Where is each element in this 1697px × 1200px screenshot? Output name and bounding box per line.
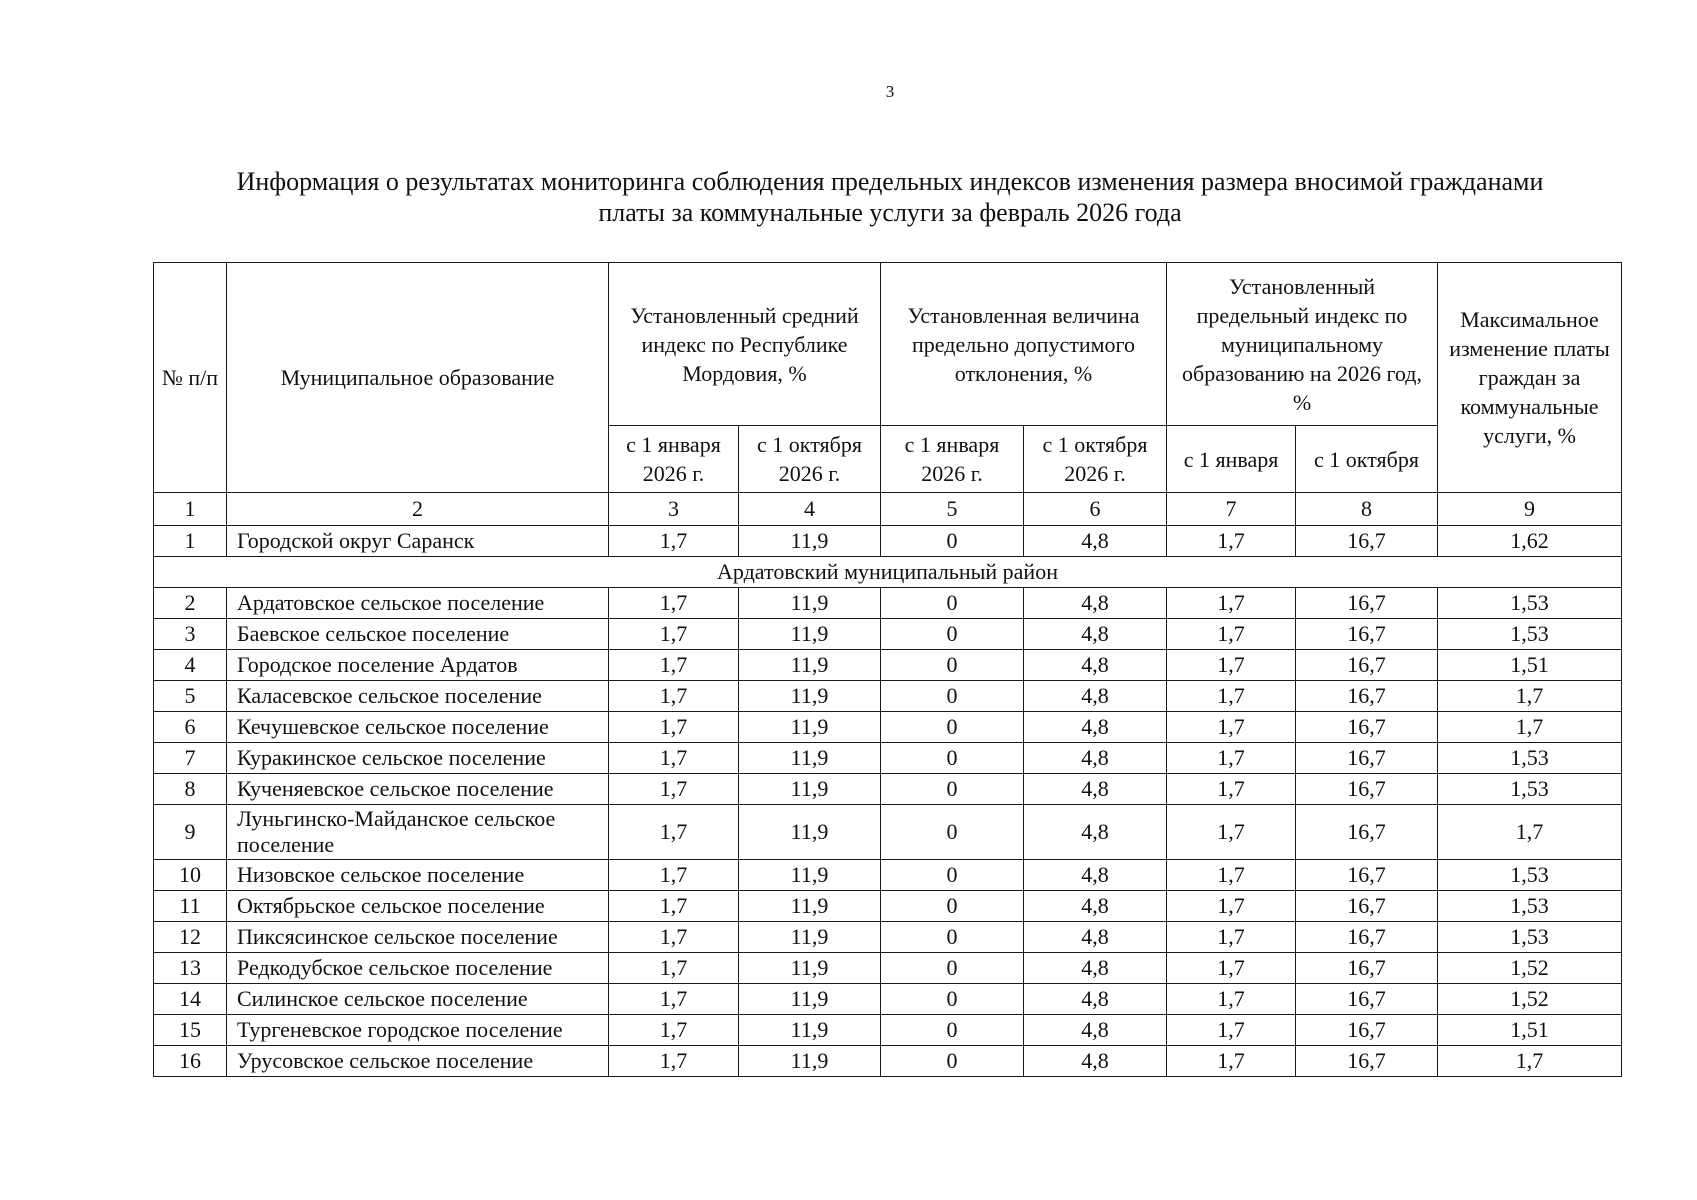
cell-avg-oct: 11,9	[739, 526, 881, 557]
cell-num: 1	[154, 526, 227, 557]
cell-avg-oct: 11,9	[739, 1015, 881, 1046]
cell-limit-jan: 1,7	[1167, 1046, 1296, 1077]
cell-dev-oct: 4,8	[1024, 681, 1167, 712]
cell-dev-jan: 0	[881, 1015, 1024, 1046]
cell-max-change: 1,53	[1438, 743, 1622, 774]
cell-limit-oct: 16,7	[1296, 1015, 1438, 1046]
table-row	[154, 1015, 1622, 1046]
column-number: 8	[1296, 493, 1438, 526]
cell-limit-jan: 1,7	[1167, 588, 1296, 619]
cell-avg-jan: 1,7	[609, 953, 739, 984]
cell-municipality: Тургеневское городское поселение	[227, 1015, 609, 1046]
cell-dev-jan: 0	[881, 774, 1024, 805]
subheader-dev-jan: с 1 января 2026 г.	[881, 426, 1024, 493]
cell-dev-jan: 0	[881, 953, 1024, 984]
cell-avg-jan: 1,7	[609, 712, 739, 743]
cell-municipality: Низовское сельское поселение	[227, 860, 609, 891]
cell-municipality: Ардатовское сельское поселение	[227, 588, 609, 619]
cell-municipality: Каласевское сельское поселение	[227, 681, 609, 712]
cell-avg-jan: 1,7	[609, 984, 739, 1015]
cell-dev-jan: 0	[881, 805, 1024, 860]
cell-dev-oct: 4,8	[1024, 526, 1167, 557]
cell-limit-oct: 16,7	[1296, 712, 1438, 743]
cell-max-change: 1,62	[1438, 526, 1622, 557]
cell-avg-oct: 11,9	[739, 774, 881, 805]
document-title	[160, 166, 1620, 228]
cell-limit-oct: 16,7	[1296, 774, 1438, 805]
cell-avg-jan: 1,7	[609, 922, 739, 953]
column-number: 5	[881, 493, 1024, 526]
cell-avg-oct: 11,9	[739, 953, 881, 984]
cell-limit-oct: 16,7	[1296, 860, 1438, 891]
cell-avg-oct: 11,9	[739, 891, 881, 922]
cell-num: 2	[154, 588, 227, 619]
cell-num: 12	[154, 922, 227, 953]
table-row	[154, 774, 1622, 805]
cell-dev-jan: 0	[881, 922, 1024, 953]
cell-limit-jan: 1,7	[1167, 984, 1296, 1015]
cell-num: 15	[154, 1015, 227, 1046]
table-row	[154, 588, 1622, 619]
cell-max-change: 1,52	[1438, 953, 1622, 984]
cell-limit-jan: 1,7	[1167, 712, 1296, 743]
table-row-saransk	[154, 526, 1622, 557]
cell-max-change: 1,53	[1438, 588, 1622, 619]
column-number: 4	[739, 493, 881, 526]
cell-dev-jan: 0	[881, 743, 1024, 774]
cell-avg-jan: 1,7	[609, 588, 739, 619]
cell-num: 5	[154, 681, 227, 712]
cell-dev-oct: 4,8	[1024, 860, 1167, 891]
cell-max-change: 1,53	[1438, 860, 1622, 891]
cell-max-change: 1,51	[1438, 650, 1622, 681]
header-avg-index: Установленный средний индекс по Республике Мордовия, %	[609, 263, 881, 426]
cell-municipality: Редкодубское сельское поселение	[227, 953, 609, 984]
cell-max-change: 1,53	[1438, 922, 1622, 953]
cell-dev-oct: 4,8	[1024, 953, 1167, 984]
cell-limit-jan: 1,7	[1167, 891, 1296, 922]
table-body	[154, 493, 1622, 1077]
cell-dev-jan: 0	[881, 650, 1024, 681]
cell-limit-jan: 1,7	[1167, 860, 1296, 891]
cell-dev-oct: 4,8	[1024, 805, 1167, 860]
table-row	[154, 1046, 1622, 1077]
table-row	[154, 922, 1622, 953]
cell-avg-oct: 11,9	[739, 712, 881, 743]
cell-max-change: 1,53	[1438, 891, 1622, 922]
cell-dev-jan: 0	[881, 526, 1024, 557]
cell-dev-jan: 0	[881, 588, 1024, 619]
table-row	[154, 650, 1622, 681]
cell-avg-jan: 1,7	[609, 774, 739, 805]
cell-num: 16	[154, 1046, 227, 1077]
cell-limit-jan: 1,7	[1167, 922, 1296, 953]
cell-dev-jan: 0	[881, 860, 1024, 891]
cell-num: 9	[154, 805, 227, 860]
table-row	[154, 984, 1622, 1015]
cell-avg-jan: 1,7	[609, 743, 739, 774]
cell-dev-oct: 4,8	[1024, 743, 1167, 774]
cell-municipality: Октябрьское сельское поселение	[227, 891, 609, 922]
table-row	[154, 619, 1622, 650]
column-number: 3	[609, 493, 739, 526]
cell-limit-jan: 1,7	[1167, 774, 1296, 805]
table-row	[154, 805, 1622, 860]
cell-municipality: Городской округ Саранск	[227, 526, 609, 557]
cell-limit-oct: 16,7	[1296, 891, 1438, 922]
subheader-dev-oct: с 1 октября 2026 г.	[1024, 426, 1167, 493]
cell-municipality: Урусовское сельское поселение	[227, 1046, 609, 1077]
cell-dev-oct: 4,8	[1024, 774, 1167, 805]
cell-num: 4	[154, 650, 227, 681]
cell-num: 3	[154, 619, 227, 650]
cell-municipality: Кученяевское сельское поселение	[227, 774, 609, 805]
cell-dev-jan: 0	[881, 891, 1024, 922]
cell-num: 11	[154, 891, 227, 922]
cell-dev-oct: 4,8	[1024, 619, 1167, 650]
cell-avg-oct: 11,9	[739, 743, 881, 774]
cell-avg-jan: 1,7	[609, 650, 739, 681]
cell-avg-oct: 11,9	[739, 619, 881, 650]
cell-max-change: 1,51	[1438, 1015, 1622, 1046]
cell-avg-jan: 1,7	[609, 1046, 739, 1077]
cell-num: 8	[154, 774, 227, 805]
cell-avg-oct: 11,9	[739, 922, 881, 953]
cell-max-change: 1,53	[1438, 619, 1622, 650]
cell-municipality: Куракинское сельское поселение	[227, 743, 609, 774]
cell-dev-oct: 4,8	[1024, 650, 1167, 681]
cell-limit-oct: 16,7	[1296, 526, 1438, 557]
cell-avg-jan: 1,7	[609, 805, 739, 860]
cell-limit-oct: 16,7	[1296, 953, 1438, 984]
cell-dev-oct: 4,8	[1024, 1046, 1167, 1077]
cell-limit-oct: 16,7	[1296, 619, 1438, 650]
subheader-limit-oct: с 1 октября	[1296, 426, 1438, 493]
cell-limit-oct: 16,7	[1296, 922, 1438, 953]
cell-avg-oct: 11,9	[739, 860, 881, 891]
cell-num: 7	[154, 743, 227, 774]
cell-dev-jan: 0	[881, 984, 1024, 1015]
page-number: 3	[885, 82, 895, 101]
cell-avg-oct: 11,9	[739, 681, 881, 712]
cell-municipality: Пиксясинское сельское поселение	[227, 922, 609, 953]
cell-avg-jan: 1,7	[609, 1015, 739, 1046]
cell-limit-oct: 16,7	[1296, 681, 1438, 712]
table-row	[154, 712, 1622, 743]
title-line-2: платы за коммунальные услуги за февраль 2026 года	[598, 198, 1182, 227]
cell-num: 14	[154, 984, 227, 1015]
cell-limit-oct: 16,7	[1296, 1046, 1438, 1077]
cell-dev-oct: 4,8	[1024, 588, 1167, 619]
cell-avg-jan: 1,7	[609, 681, 739, 712]
table-row	[154, 743, 1622, 774]
column-number: 6	[1024, 493, 1167, 526]
cell-avg-jan: 1,7	[609, 526, 739, 557]
cell-dev-oct: 4,8	[1024, 712, 1167, 743]
cell-limit-oct: 16,7	[1296, 743, 1438, 774]
cell-municipality: Луньгинско-Майданское сельское поселение	[227, 805, 609, 860]
cell-max-change: 1,7	[1438, 681, 1622, 712]
cell-dev-oct: 4,8	[1024, 922, 1167, 953]
cell-municipality: Баевское сельское поселение	[227, 619, 609, 650]
cell-avg-oct: 11,9	[739, 1046, 881, 1077]
column-number: 1	[154, 493, 227, 526]
cell-dev-oct: 4,8	[1024, 891, 1167, 922]
column-number: 7	[1167, 493, 1296, 526]
cell-limit-oct: 16,7	[1296, 650, 1438, 681]
cell-limit-jan: 1,7	[1167, 650, 1296, 681]
title-line-1: Информация о результатах мониторинга соблюдения предельных индексов изменения размера вносимой гражданами	[236, 167, 1544, 196]
subheader-avg-oct: с 1 октября 2026 г.	[739, 426, 881, 493]
monitoring-table	[153, 262, 1622, 1077]
cell-avg-oct: 11,9	[739, 588, 881, 619]
cell-limit-jan: 1,7	[1167, 805, 1296, 860]
cell-max-change: 1,7	[1438, 1046, 1622, 1077]
cell-avg-oct: 11,9	[739, 805, 881, 860]
cell-avg-jan: 1,7	[609, 619, 739, 650]
cell-num: 13	[154, 953, 227, 984]
cell-dev-jan: 0	[881, 1046, 1024, 1077]
cell-municipality: Силинское сельское поселение	[227, 984, 609, 1015]
cell-limit-jan: 1,7	[1167, 743, 1296, 774]
cell-num: 10	[154, 860, 227, 891]
cell-dev-jan: 0	[881, 681, 1024, 712]
cell-limit-jan: 1,7	[1167, 681, 1296, 712]
cell-max-change: 1,53	[1438, 774, 1622, 805]
cell-municipality: Кечушевское сельское поселение	[227, 712, 609, 743]
column-number: 2	[227, 493, 609, 526]
cell-limit-oct: 16,7	[1296, 984, 1438, 1015]
district-row	[154, 557, 1622, 588]
cell-max-change: 1,7	[1438, 805, 1622, 860]
subheader-avg-jan: с 1 января 2026 г.	[609, 426, 739, 493]
cell-avg-jan: 1,7	[609, 891, 739, 922]
cell-dev-jan: 0	[881, 619, 1024, 650]
header-max-change: Максимальное изменение платы граждан за коммунальные услуги, %	[1438, 263, 1622, 493]
column-number: 9	[1438, 493, 1622, 526]
cell-limit-jan: 1,7	[1167, 953, 1296, 984]
cell-limit-jan: 1,7	[1167, 619, 1296, 650]
cell-max-change: 1,52	[1438, 984, 1622, 1015]
cell-limit-oct: 16,7	[1296, 805, 1438, 860]
cell-avg-oct: 11,9	[739, 984, 881, 1015]
column-number-row	[154, 493, 1622, 526]
cell-dev-oct: 4,8	[1024, 984, 1167, 1015]
cell-dev-oct: 4,8	[1024, 1015, 1167, 1046]
cell-limit-jan: 1,7	[1167, 526, 1296, 557]
table-row	[154, 681, 1622, 712]
header-num: № п/п	[154, 263, 227, 493]
cell-municipality: Городское поселение Ардатов	[227, 650, 609, 681]
header-municipality: Муниципальное образование	[227, 263, 609, 493]
subheader-limit-jan: с 1 января	[1167, 426, 1296, 493]
cell-avg-oct: 11,9	[739, 650, 881, 681]
district-name: Ардатовский муниципальный район	[154, 557, 1622, 588]
cell-limit-oct: 16,7	[1296, 588, 1438, 619]
cell-limit-jan: 1,7	[1167, 1015, 1296, 1046]
cell-max-change: 1,7	[1438, 712, 1622, 743]
table-row	[154, 891, 1622, 922]
table-row	[154, 860, 1622, 891]
cell-dev-jan: 0	[881, 712, 1024, 743]
cell-num: 6	[154, 712, 227, 743]
table-row	[154, 953, 1622, 984]
header-deviation: Установленная величина предельно допустимого отклонения, %	[881, 263, 1167, 426]
cell-avg-jan: 1,7	[609, 860, 739, 891]
header-limit-index: Установленный предельный индекс по муниципальному образованию на 2026 год, %	[1167, 263, 1438, 426]
